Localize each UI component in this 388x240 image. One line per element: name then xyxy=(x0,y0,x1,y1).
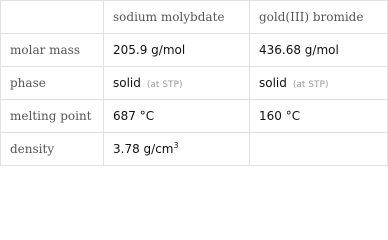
row-label-molar-mass: molar mass xyxy=(1,34,104,67)
row-label-density: density xyxy=(1,133,104,166)
column-header-gold-iii-bromide: gold(III) bromide xyxy=(250,1,388,34)
table-row-density xyxy=(1,133,388,166)
column-header-sodium-molybdate: sodium molybdate xyxy=(104,1,250,34)
phase-gold-iii-bromide-note: (at STP) xyxy=(292,80,329,90)
row-label-phase: phase xyxy=(1,67,104,100)
molar-mass-sodium-molybdate: 205.9 g/mol xyxy=(104,34,250,67)
table-row-molar-mass xyxy=(1,34,388,67)
melting-point-gold-iii-bromide: 160 °C xyxy=(250,100,388,133)
phase-sodium-molybdate: solid xyxy=(113,76,141,90)
phase-gold-iii-bromide: solid xyxy=(259,76,287,90)
row-label-melting-point: melting point xyxy=(1,100,104,133)
phase-gold-iii-bromide-cell xyxy=(250,67,388,100)
phase-sodium-molybdate-cell xyxy=(104,67,250,100)
density-gold-iii-bromide xyxy=(250,133,388,166)
table-row-melting-point xyxy=(1,100,388,133)
corner-cell xyxy=(1,1,104,34)
table-row-phase xyxy=(1,67,388,100)
phase-sodium-molybdate-note: (at STP) xyxy=(146,80,183,90)
density-sodium-molybdate-cell xyxy=(104,133,250,166)
melting-point-sodium-molybdate: 687 °C xyxy=(104,100,250,133)
density-unit-exponent: 3 xyxy=(173,141,179,150)
header-row xyxy=(1,1,388,34)
molar-mass-gold-iii-bromide: 436.68 g/mol xyxy=(250,34,388,67)
density-sodium-molybdate: 3.78 g/cm xyxy=(113,142,174,156)
